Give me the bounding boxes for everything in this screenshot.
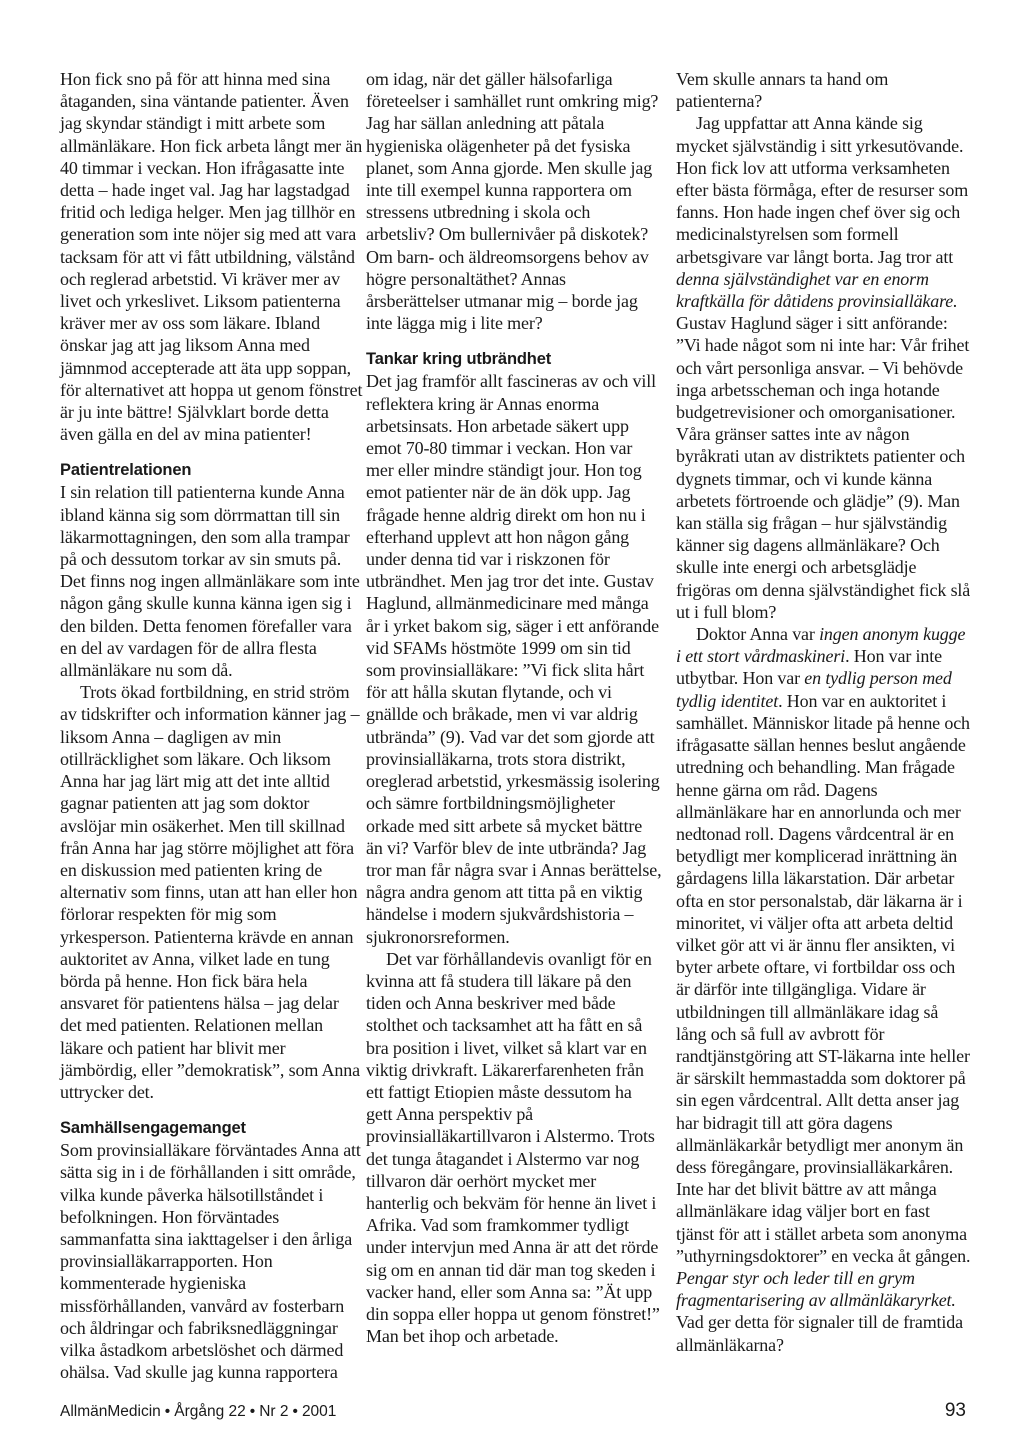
text-run: Gustav Haglund säger i sitt anförande: ”Vi hade något som ni inte har: Vår frihet och vårt personliga ansvar. – Vi behövde inga arbetsscheman och inga hotande budgetrevisioner och omorganisationer. Våra gränser sattes inte av någon byråkrati utan av distriktets patienter och dygnets timmar, och vi kunde känna arbetets förtroende och glädje” (9). Man kan ställa sig frågan – hur självständig känner sig dagens allmänläkare? Och skulle inte energi och arbetsglädje frigöras om denna självständighet fick slå ut i full blom?: [676, 313, 971, 622]
paragraph: [676, 623, 972, 1356]
page-number: 93: [944, 1400, 966, 1421]
section-heading-samhallsengagemanget: Samhällsengagemanget: [60, 1119, 246, 1138]
year: 2001: [301, 1403, 337, 1420]
text-column-1: [60, 68, 364, 1383]
text-run: Jag uppfattar att Anna kände sig mycket självständig i sitt yrkesutövande. Hon fick lov att utforma verksamheten efter bästa förmåga, efter de resurser som fanns. Hon hade ingen chef över sig och medicinalstyrelsen som formell arbetsgivare var långt borta. Jag tror att: [676, 113, 969, 267]
paragraph: Det jag framför allt fascineras av och vill reflektera kring är Annas enorma arbetsinsats. Hon arbetade säkert upp emot 70-80 timmar i veckan. Hon var mer eller mindre ständigt jour. Hon tog emot patienter när de än dök upp. Jag frågade henne aldrig direkt om hon nu i efterhand upplevt att hon någon gång under denna tid var i riskzonen för utbrändhet. Men jag tror det inte. Gustav Haglund, allmänmedicinare med många år i yrket bakom sig, säger i ett anförande vid SFAMs höstmöte 1999 om sin tid som provinsialläkare: ”Vi fick slita hårt för att hålla skutan flytande, och vi gnällde och bråkade, men vi var aldrig utbrända” (9). Vad var det som gjorde att provinsialläkarna, trots stora distrikt, oreglerad arbetstid, yrkesmässig isolering och sämre fortbildningsmöjligheter orkade med sitt arbete så mycket bättre än vi? Varför blev de inte utbrända? Jag tror man får några svar i Annas berättelse, några andra genom att titta på en viktig händelse i modern sjukvårdshistoria – sjukronorsreformen.: [366, 371, 662, 947]
paragraph: Hon fick sno på för att hinna med sina åtaganden, sina väntande patienter. Även jag skyndar ständigt i mitt arbete som allmänläkare. Hon fick arbeta långt mer än 40 timmar i veckan. Hon ifrågasatte inte detta – hade inget val. Jag har lagstadgad fritid och lediga helger. Men jag tillhör en generation som inte nöjer sig med att vara tacksam för att vi fått utbildning, välstånd och reglerad arbetstid. Vi kräver mer av livet och yrkeslivet. Liksom patienterna kräver mer av oss som läkare. Ibland önskar jag att jag liksom Anna med jämnmod accepterade att äta upp soppan, för alternativet att hoppa ut genom fönstret är ju inte bättre! Självklart borde detta även gälla en del av mina patienter!: [60, 69, 363, 445]
text-run: Doktor Anna var: [696, 624, 820, 645]
emphasis-text: en tydlig person med tydlig identitet: [676, 668, 952, 711]
bullet-separator: •: [249, 1403, 256, 1420]
bullet-separator: •: [164, 1403, 171, 1420]
footer-citation: [60, 1403, 336, 1421]
bullet-separator: •: [292, 1403, 298, 1420]
paragraph: Vem skulle annars ta hand om patienterna?: [676, 69, 889, 112]
paragraph: om idag, när det gäller hälsofarliga företeelser i samhället runt omkring mig? Jag har sällan anledning att påtala hygieniska olägenheter på det fysiska planet, som Anna gjorde. Men skulle jag inte till exempel kunna rapportera om stressens utbredning i skola och arbetsliv? Om bullernivåer på diskotek? Om barn- och äldreomsorgens behov av högre personaltäthet? Annas årsberättelser utmanar mig – borde jag inte lägga mig i lite mer?: [366, 69, 659, 334]
paragraph: Det var förhållandevis ovanligt för en kvinna att få studera till läkare på den tiden och Anna beskriver med både stolthet och tacksamhet att ha fått en så bra position i livet, vilket så klart var en viktig drivkraft. Läkarerfarenheten från ett fattigt Etiopien måste dessutom ha gett Anna perspektiv på provinsialläkartillvaron i Alstermo. Trots det tunga åtagandet i Alstermo var nog tillvaron där oerhört mycket mer hanterlig och bekväm för henne än livet i Afrika. Vad som framkommer tydligt under intervjun med Anna är att det rörde sig om en annan tid där man tog skeden i vacker hand, eller som Anna sa: ”Ät upp din soppa eller hoppa ut genom fönstret!” Man bet ihop och arbetade.: [366, 948, 660, 1347]
emphasis-text: Pengar styr och leder till en grym fragmentarisering av allmänläkaryrket.: [676, 1267, 956, 1311]
journal-name: AllmänMedicin: [60, 1403, 161, 1420]
section-heading-patientrelationen: Patientrelationen: [60, 461, 192, 480]
text-column-2: [366, 68, 662, 1347]
text-run: . Hon var en auktoritet i samhället. Människor litade på henne och ifrågasatte sällan hennes beslut angående utredning och behandling. Man frågade henne gärna om råd. Dagens allmänläkare har en annorlunda och mer nedtonad roll. Dagens vårdcentral är en betydligt mer komplicerad inrättning än gårdagens lilla läkarstation. Där arbetar ofta en stor personalstab, där läkarna är i minoritet, vi väljer ofta att arbeta deltid vilket gör att vi är ännu fler ansikten, vi byter arbete oftare, vi fortbildar oss och är därför inte tillgängliga. Vidare är utbildningen till allmänläkare idag så lång och så full av avbrott för randtjänstgöring att ST-läkarna inte heller är särskilt hemmastadda som doktorer på sin egen vårdcentral. Allt detta anser jag har bidragit till att göra dagens allmänläkarkår betydligt mer anonym än dess föregångare, provinsialläkarkåren. Inte har det blivit bättre av att många allmänläkare idag väljer bort en fast tjänst för att i stället arbeta som anonyma ”uthyrningsdoktorer” en vecka åt gången.: [676, 690, 971, 1266]
text-run: Vad ger detta för signaler till de framtida allmänläkarna?: [676, 1312, 963, 1355]
text-column-3: [676, 68, 972, 1356]
issue: Nr 2: [259, 1403, 289, 1420]
section-heading-tankar-kring-utbrandhet: Tankar kring utbrändhet: [366, 350, 552, 369]
paragraph: Trots ökad fortbildning, en strid ström av tidskrifter och information känner jag – liksom Anna – dagligen av min otillräcklighet som läkare. Och liksom Anna har jag lärt mig att det inte alltid gagnar patienten att jag som doktor avslöjar min osäkerhet. Men till skillnad från Anna har jag större möjlighet att föra en diskussion med patienten kring de alternativ som finns, utan att han eller hon förlorar respekten för mig som yrkesperson. Patienterna krävde en annan auktoritet av Anna, vilket lade en tung börda på henne. Hon fick bära hela ansvaret för patientens hälsa – jag delar det med patienten. Relationen mellan läkare och patient har blivit mer jämbördig, eller ”demokratisk”, som Anna uttrycker det.: [60, 682, 360, 1102]
paragraph: [676, 112, 972, 623]
text-run: . Hon var inte utbytbar. Hon var: [676, 646, 942, 689]
volume: Årgång 22: [174, 1403, 246, 1420]
paragraph: I sin relation till patienterna kunde Anna ibland känna sig som dörrmattan till sin läkarmottagningen, den som alla trampar på och dessutom torkar av sin smuts på. Det finns nog ingen allmänläkare som inte någon gång skulle kunna känna igen sig i den bilden. Detta fenomen förefaller vara en del av vardagen för de allra flesta allmänläkare nu som då.: [60, 482, 360, 681]
emphasis-text: denna självständighet var en enorm kraftkälla för dåtidens provinsialläkare.: [676, 268, 958, 312]
paragraph: Som provinsialläkare förväntades Anna att sätta sig in i de förhållanden i sitt område, vilka kunde påverka hälsotillståndet i befolkningen. Hon förväntades sammanfatta sina iakttagelser i den årliga provinsialläkarrapporten. Hon kommenterade hygieniska missförhållanden, vanvård av fosterbarn och åldringar och fabriksnedläggningar vilka åstadkom arbetslöshet och därmed ohälsa. Vad skulle jag kunna rapportera: [60, 1140, 361, 1383]
emphasis-text: ingen anonym kugge i ett stort vårdmaskineri: [676, 624, 966, 667]
